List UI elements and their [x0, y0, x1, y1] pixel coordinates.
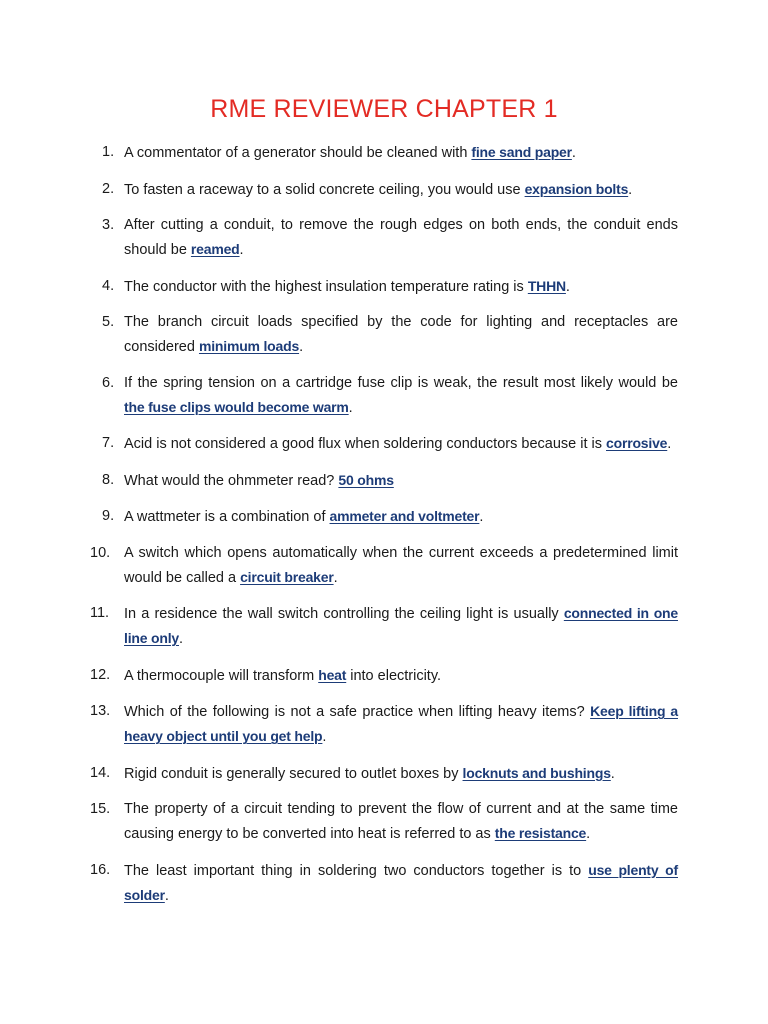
question-text: A switch which opens automatically when the current exceeds a predetermined limit would be called a [124, 544, 678, 586]
answer-text: the resistance [494, 825, 587, 841]
question-text: To fasten a raceway to a solid concrete ceiling, you would use [124, 181, 525, 198]
question-number: 15. [90, 801, 111, 817]
question-text-end: . [479, 509, 484, 525]
question-text: Which of the following is not a safe practice when lifting heavy items? [124, 704, 591, 720]
answer-text: ammeter and voltmeter [329, 508, 480, 524]
question-text-end: . [164, 887, 169, 904]
answer-text: connected in one line only [124, 605, 678, 646]
question-text-end: into electricity. [346, 667, 442, 684]
answer-text: corrosive [606, 435, 668, 451]
question-number: 2. [102, 180, 115, 197]
question-item [90, 468, 678, 493]
question-text: After cutting a conduit, to remove the rough edges on both ends, the conduit ends should be [124, 217, 678, 258]
question-number: 4. [102, 277, 115, 294]
question-text: In a residence the wall switch controlling the ceiling light is usually [124, 606, 564, 622]
question-number: 5. [102, 314, 115, 330]
question-number: 14. [90, 764, 111, 781]
question-number: 16. [90, 861, 111, 878]
question-text: The least important thing in soldering two conductors together is to [124, 862, 589, 879]
question-item [90, 310, 678, 359]
question-item [90, 601, 678, 651]
question-item [90, 371, 678, 420]
answer-text: the fuse clips would become warm [124, 398, 349, 415]
question-number: 8. [102, 471, 115, 488]
question-text-end: . [586, 826, 591, 842]
question-text-end: . [348, 399, 353, 416]
question-text: A wattmeter is a combination of [124, 509, 330, 525]
question-number: 3. [102, 217, 115, 233]
question-list [90, 140, 678, 919]
question-number: 13. [90, 703, 111, 719]
question-item [90, 699, 678, 749]
question-number: 7. [102, 435, 115, 451]
answer-text: locknuts and bushings [462, 764, 611, 781]
question-text-end: . [565, 278, 570, 295]
question-number: 9. [102, 508, 115, 524]
question-number: 6. [102, 374, 115, 391]
question-text-end: . [179, 631, 184, 647]
question-item [90, 213, 678, 262]
question-text: Rigid conduit is generally secured to outlet boxes by [124, 765, 463, 782]
answer-text: THHN [527, 277, 566, 294]
question-text: A commentator of a generator should be cleaned with [124, 145, 472, 161]
document-title: RME REVIEWER CHAPTER 1 [210, 95, 558, 123]
question-text-end: . [667, 436, 672, 452]
question-item [90, 858, 678, 908]
answer-text: reamed [190, 241, 240, 257]
question-number: 1. [102, 144, 115, 160]
question-text-end: . [322, 729, 327, 745]
question-text: If the spring tension on a cartridge fuse clip is weak, the result most likely would be [124, 374, 678, 391]
question-item [90, 177, 678, 202]
answer-text: heat [318, 666, 347, 683]
question-item [90, 797, 678, 846]
question-item [90, 761, 678, 786]
question-text-end: . [239, 242, 244, 258]
question-item [90, 663, 678, 688]
question-item [90, 431, 678, 456]
question-number: 10. [90, 544, 111, 561]
question-text: Acid is not considered a good flux when soldering conductors because it is [124, 436, 607, 452]
question-item [90, 541, 678, 590]
question-text: What would the ohmmeter read? [124, 472, 339, 489]
question-text: The branch circuit loads specified by the code for lighting and receptacles are considered [124, 314, 678, 355]
question-item [90, 140, 678, 165]
question-text-end: . [333, 569, 338, 586]
question-text: A thermocouple will transform [124, 667, 319, 684]
answer-text: fine sand paper [471, 144, 572, 160]
question-number: 11. [90, 605, 110, 621]
question-text-end: . [610, 765, 615, 782]
question-text-end: . [571, 145, 576, 161]
answer-text: Keep lifting a heavy object until you get help [124, 703, 678, 744]
question-text: The property of a circuit tending to prevent the flow of current and at the same time causing energy to be converted into heat is referred to as [124, 801, 678, 842]
question-number: 12. [90, 666, 111, 683]
question-text-end: . [299, 339, 304, 355]
answer-text: expansion bolts [524, 180, 629, 197]
question-text-end: . [628, 181, 633, 198]
answer-text: 50 ohms [338, 471, 394, 488]
question-text: The conductor with the highest insulation temperature rating is [124, 278, 528, 295]
answer-text: circuit breaker [240, 568, 334, 585]
answer-text: use plenty of solder [124, 861, 678, 903]
question-item [90, 504, 678, 529]
question-item [90, 274, 678, 299]
answer-text: minimum loads [198, 338, 300, 354]
